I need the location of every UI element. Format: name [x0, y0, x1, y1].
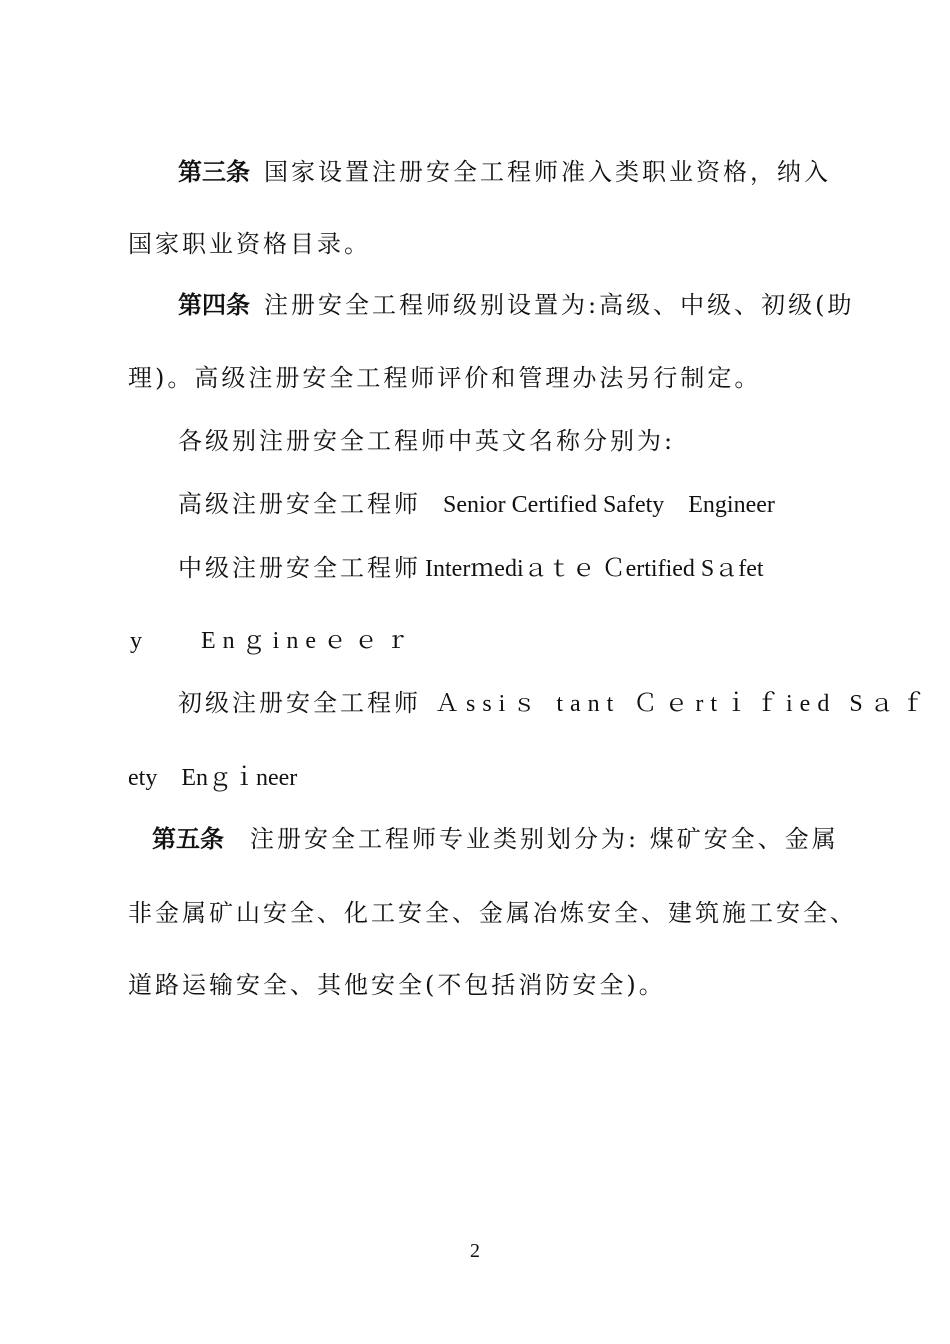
article-4-text-2: 理)。高级注册安全工程师评价和管理办法另行制定。 [128, 364, 762, 392]
names-intro-text: 各级别注册安全工程师中英文名称分别为: [178, 427, 676, 455]
page-number: 2 [470, 1240, 480, 1262]
assistant-name-line [178, 688, 932, 719]
article-3-line-2 [128, 229, 828, 259]
article-5-text-1: 注册安全工程师专业类别划分为: 煤矿安全、金属 [250, 825, 839, 853]
article-5-line-1 [152, 824, 839, 854]
senior-en-name: Senior Certified Safety Engineer [443, 492, 775, 518]
article-5-text-2: 非金属矿山安全、化工安全、金属冶炼安全、建筑施工安全、 [128, 899, 857, 927]
article-4-label: 第四条 [178, 291, 250, 319]
intermediate-en-name-2: y Enｇineｅｅｒ [130, 628, 416, 654]
assistant-name-line-2 [128, 762, 828, 793]
article-3-text-2: 国家职业资格目录。 [128, 230, 371, 258]
assistant-cn-name: 初级注册安全工程师 [178, 689, 421, 717]
intermediate-name-line [178, 553, 828, 584]
article-5-line-2 [128, 898, 857, 928]
assistant-en-name-1: Ａssiｓ tant Ｃｅrtｉｆied Sａｆ [435, 691, 932, 717]
article-4-line-1 [178, 290, 855, 320]
article-4-text-1: 注册安全工程师级别设置为:高级、中级、初级(助 [264, 291, 855, 319]
article-4-line-2 [128, 363, 828, 393]
senior-name-line [178, 489, 828, 520]
article-5-line-3 [128, 970, 828, 1000]
assistant-en-name-2: ety Enｇｉneer [128, 765, 298, 791]
intermediate-cn-name: 中级注册安全工程师 [178, 554, 421, 582]
article-5-label: 第五条 [152, 825, 224, 853]
senior-cn-name: 高级注册安全工程师 [178, 490, 421, 518]
article-3-text-1: 国家设置注册安全工程师准入类职业资格，纳入 [264, 158, 831, 186]
article-3-label: 第三条 [178, 158, 250, 186]
intermediate-name-line-2 [130, 625, 830, 656]
names-intro-line [178, 426, 828, 456]
intermediate-en-name-1: Interｍediａｔｅ Ｃertified Sａfet [425, 556, 764, 582]
article-5-text-3: 道路运输安全、其他安全(不包括消防安全)。 [128, 971, 666, 999]
article-3-line-1 [178, 157, 831, 187]
